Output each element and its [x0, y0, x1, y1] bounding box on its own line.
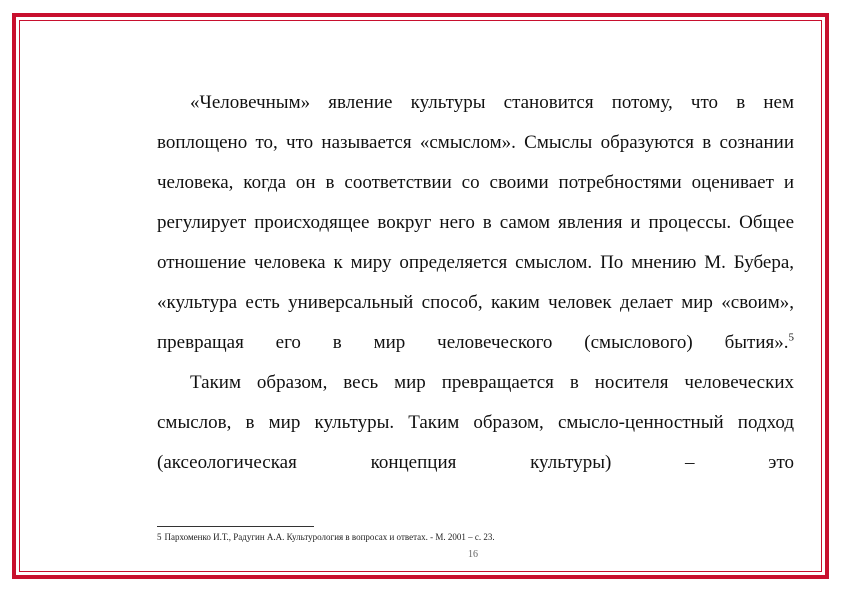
footnote-text: Пархоменко И.Т., Радугин А.А. Культурология в вопросах и ответах. - М. 2001 – с. 23.	[164, 532, 495, 542]
paragraph-1-text: «Человечным» явление культуры становится потому, что в нем воплощено то, что называется «смыслом». Смыслы образуются в сознании человека, когда он в соответствии со своими потребностями оценивает и регулирует происходящее вокруг него в самом явления и процессы. Общее отношение человека к миру определяется смыслом. По мнению М. Бубера, «культура есть универсальный способ, каким человек делает мир «своим», превращая его в мир человеческого (смыслового) бытия».	[157, 92, 794, 353]
footnote	[157, 532, 495, 542]
page-number: 16	[468, 549, 478, 560]
footnote-reference: 5	[788, 331, 794, 344]
footnote-separator	[157, 526, 314, 527]
paragraph-2: Таким образом, весь мир превращается в носителя человеческих смыслов, в мир культуры. Таким образом, смысло-ценностный подход (аксеологическая концепция культуры) – это	[157, 372, 794, 473]
footnote-number: 5	[157, 532, 162, 542]
body-text	[157, 83, 794, 483]
paragraph-1	[157, 83, 794, 363]
